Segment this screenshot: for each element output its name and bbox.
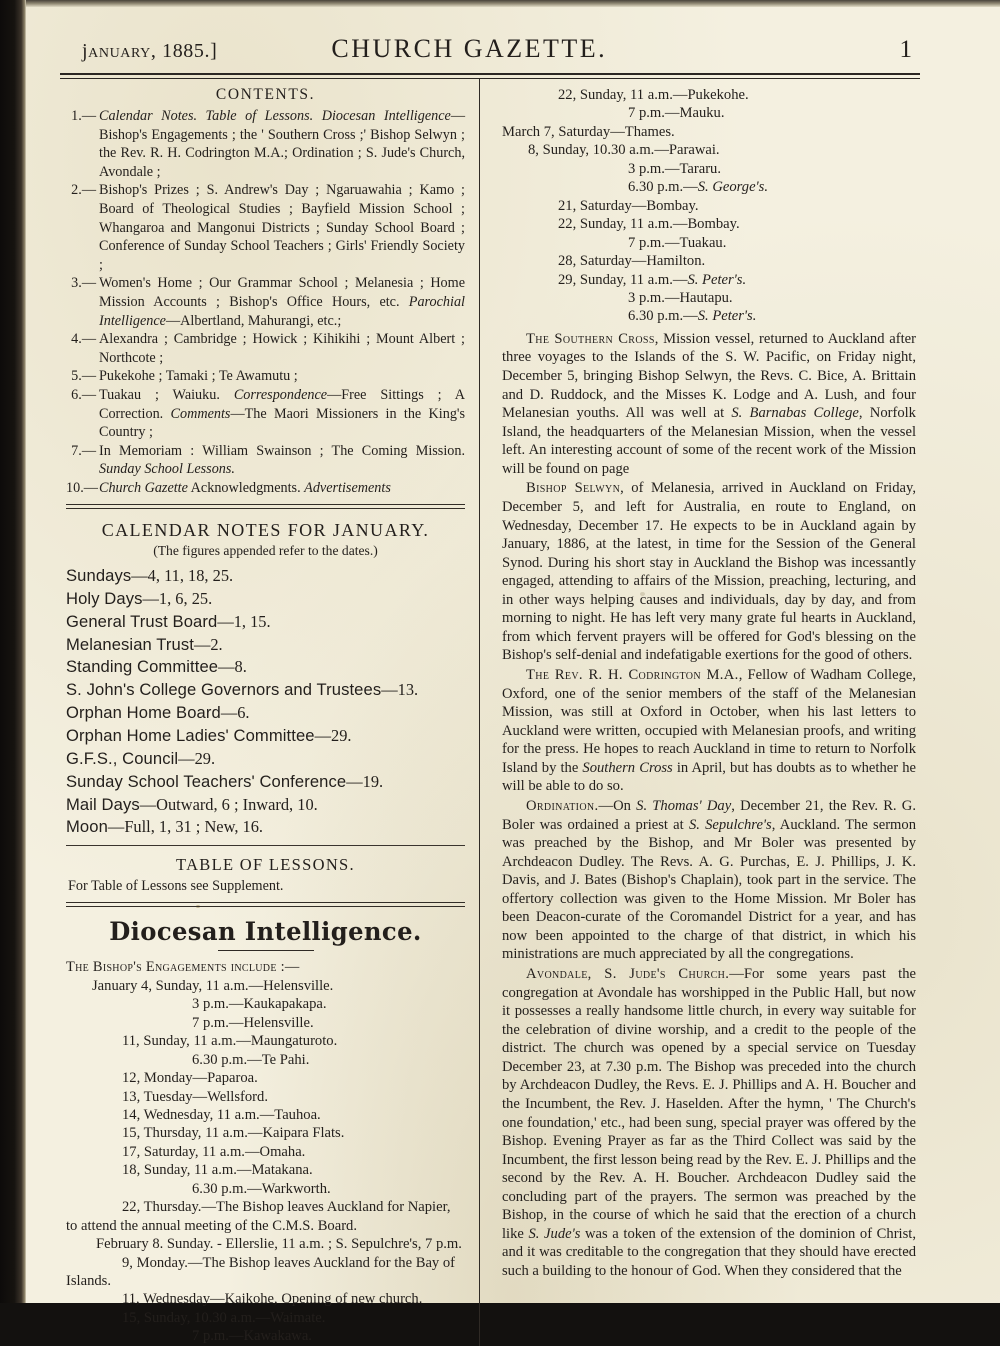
engagement-entry: 28, Saturday—Hamilton. [558,253,706,270]
engagement-entry: 11, Sunday, 11 a.m.—Maungaturoto. [122,1033,338,1050]
calendar-note-dates: —13. [381,680,419,700]
calendar-note-label: S. John's College Governors and Trustees [66,680,382,700]
engagement-entry: 8, Sunday, 10.30 a.m.—Parawai. [528,142,720,159]
engagement-entry: 14, Wednesday, 11 a.m.—Tauhoa. [122,1106,321,1123]
article-paragraph: The Rev. R. H. Codrington M.A., Fellow of Wadham College, Oxford, one of the senior members of the staff of the Melanesian Mission, was still at Oxford in October, when his last letters to Auckland were written, occupied with Melanesian proofs, and writing for the press. He hopes to reach Auckland in time to return to Norfolk Island by the Southern Cross in April, but has doubts as to whether he will be able to do so. [502,667,916,795]
contents-item [66,330,465,367]
calendar-note-dates: —2. [193,634,223,654]
contents-divider-rule [66,504,465,509]
contents-item-text: Bishop's Prizes ; S. Andrew's Day ; Ngaruawahia ; Kamo ; Board of Theological Studies ; Bayfield Mission School ; Whangaroa and Mangonui Districts ; Sunday School Board ; Conference of Sunday School Teachers ; Girls' Friendly Society ; [99,182,465,273]
article-paragraph: Avondale, S. Jude's Church.—For some years past the congregation at Avondale has worshipped in the Public Hall, but now it possesses a really handsome little church, in every way suitable for the celebration of divine worship, and a credit to the people of the district. The church was opened by a special service on Tuesday December 23, at 7.30 p.m. The Bishop was preceded into the church by Archdeacon Dudley, the Revs. E. J. Phillips and A. H. Boucher and the Incumbent, the Rev. J. Haselden. After the hymn, ' The Church's one foundation,' etc., had been sung, special prayer was offered by the Bishop. Evening Prayer as far as the Third Collect was said by the Incumbent, the first lesson being read by the Rev. E. J. Phillips and the second by the Rev. A. H. Boucher. Archdeacon Dudley said the concluding part of the prayers. The sermon was preached by the Bishop, in the course of which he said that the erection of a church like S. Jude's was a token of the extension of the dominion of Christ, and it was creditable to the congregation that they should have erected such a building to the honour of God. When they considered that the [502,966,916,1280]
engagement-entry: 9, Monday.—The Bishop leaves Auckland for the Bay of Islands. [66,1254,456,1290]
calendar-note-dates: —1, 6, 25. [142,588,213,608]
calendar-note-label: Melanesian Trust [66,634,194,654]
engagement-entry: 6.30 p.m.—Te Pahi. [192,1051,310,1068]
calendar-note-label: Orphan Home Ladies' Committee [66,725,315,745]
contents-item-number: 7.— [71,442,96,459]
calendar-note-label: Orphan Home Board [66,703,221,723]
masthead-title: CHURCH GAZETTE. [331,34,608,63]
contents-item-text: In Memoriam : William Swainson ; The Coming Mission. Sunday School Lessons. [99,442,465,478]
calendar-note-label: G.F.S., Council [66,748,179,768]
scan-edge-left [0,0,26,1303]
article-paragraph: The Southern Cross, Mission vessel, returned to Auckland after three voyages to the Islands of the S. W. Pacific, on Friday night, December 5, bringing Bishop Selwyn, the Revs. C. Bice, A. Brittain and D. Ruddock, and the Misses K. Lodge and A. Lush, and four Melanesian youths. All was well at S. Barnabas College, Norfolk Island, the headquarters of the Melanesian Mission, when the vessel left. An interesting account of some of the recent work of the Mission will be found on page [502,330,916,477]
contents-item [66,386,465,442]
engagement-entry: 22, Thursday.—The Bishop leaves Auckland for Napier, to attend the annual meeting of the C.M.S. Board. [66,1199,451,1234]
contents-item-number: 4.— [71,331,96,348]
engagements-list-right [502,86,916,326]
calendar-notes-subtitle: (The figures appended refer to the dates.) [153,542,378,558]
calendar-note-entry [66,793,465,816]
engagement-entry: 29, Sunday, 11 a.m.—S. Peter's. [558,271,747,288]
calendar-note-entry [66,815,465,838]
engagement-entry: 22, Sunday, 11 a.m.—Bombay. [558,216,740,233]
engagements-list-left [66,977,465,1346]
diocesan-intelligence-heading: Diocesan Intelligence. [109,916,422,946]
calendar-note-entry [66,724,465,747]
engagement-entry: 21, Saturday—Bombay. [558,197,699,214]
calendar-note-dates: —29. [178,748,216,768]
contents-item-text: Calendar Notes. Table of Lessons. Diocesan Intelligence—Bishop's Engagements ; the ' Southern Cross ;' Bishop Selwyn ; the Rev. R. H. Codrington M.A.; Ordination ; S. Jude's Church, Avondale ; [99,108,465,180]
left-column [60,79,479,1346]
right-column [479,79,920,1346]
calendar-note-entry [66,747,465,770]
engagement-entry: 3 p.m.—Tararu. [628,160,721,177]
calendar-note-entry [66,633,465,656]
calendar-note-entry [66,770,465,793]
calendar-note-label: Sunday School Teachers' Conference [66,771,347,791]
contents-heading: CONTENTS. [215,86,316,103]
article-paragraph: Bishop Selwyn, of Melanesia, arrived in Auckland on Friday, December 5, and left for Australia, en route to England, on Wednesday, December 17. He expects to be in Auckland again by January, 1886, at the latest, in time for the Session of the General Synod. During his short stay in Auckland the Bishop was incessantly engaged, attending to affairs of the Mission, preaching, lecturing, and in other ways helping causes and individuals, day by day, and from morning to night. He has left very many grate ful hearts in Auckland, from which fervent prayers will be offered for God's blessing on the Bishop's self-denial and indefatigable exertions for the good of others. [502,480,916,664]
engagement-entry: March 7, Saturday—Thames. [502,123,675,140]
calendar-note-dates: —Outward, 6 ; Inward, 10. [139,794,318,814]
calendar-note-dates: —1, 15. [217,611,271,631]
contents-item-number: 5.— [71,368,96,385]
masthead-date: january, 1885.] [82,40,218,62]
calendar-note-label: General Trust Board [66,611,218,631]
table-of-lessons-title: TABLE OF LESSONS. [176,855,355,875]
calendar-note-entry [66,564,465,587]
contents-item [66,181,465,274]
calendar-note-entry [66,610,465,633]
calendar-notes-list [66,564,465,838]
engagement-entry: 6.30 p.m.—S. Peter's. [628,308,757,325]
engagement-entry: 15, Thursday, 11 a.m.—Kaipara Flats. [122,1125,345,1142]
engagement-entry: 6.30 p.m.—Warkworth. [192,1180,331,1197]
calendar-note-dates: —29. [314,725,352,745]
calendar-note-dates: —Full, 1, 31 ; New, 16. [107,817,264,837]
engagement-entry: 18, Sunday, 11 a.m.—Matakana. [122,1162,313,1179]
engagement-entry: 7 p.m.—Tuakau. [628,234,727,251]
diocesan-divider-rule [66,902,465,907]
contents-item-text: Church Gazette Acknowledgments. Advertisements [99,479,391,496]
calendar-note-entry [66,587,465,610]
engagement-entry: 22, Sunday, 11 a.m.—Pukekohe. [558,87,749,103]
contents-item-number: 1.— [71,108,96,124]
page-content [60,34,920,1346]
contents-item-number: 3.— [71,275,96,292]
calendar-note-dates: —4, 11, 18, 25. [131,565,234,585]
contents-item-number: 2.— [71,182,96,199]
calendar-note-entry [66,701,465,724]
calendar-note-label: Moon [66,817,108,837]
calendar-note-label: Mail Days [66,794,140,814]
contents-item-number: 10.— [66,479,98,496]
contents-item-number: 6.— [71,386,96,403]
calendar-note-dates: —6. [220,703,250,723]
column-container [60,79,920,1346]
calendar-divider-rule [66,845,465,846]
calendar-notes-title: CALENDAR NOTES FOR JANUARY. [101,519,430,540]
contents-item [66,367,465,386]
contents-item [66,479,465,498]
engagement-entry: 13, Tuesday—Wellsford. [122,1088,268,1105]
masthead [60,34,920,64]
calendar-note-label: Sundays [66,565,132,585]
contents-item-text: Tuakau ; Waiuku. Correspondence—Free Sittings ; A Correction. Comments—The Maori Missioners in the King's Country ; [99,386,465,441]
contents-item-text: Women's Home ; Our Grammar School ; Melanesia ; Home Mission Accounts ; Bishop's Office Hours, etc. Parochial Intelligence—Albertland, Mahurangi, etc.; [99,275,465,329]
page-number: 1 [899,36,912,63]
contents-item [66,442,465,479]
engagement-entry: 7 p.m.—Mauku. [628,105,725,122]
engagement-entry: January 4, Sunday, 11 a.m.—Helensville. [92,977,334,994]
engagement-entry: 3 p.m.—Hautapu. [628,289,733,306]
diocesan-heading-rule [218,950,314,951]
engagement-entry: 15, Sunday, 10.30 a.m.—Waimate. [122,1309,326,1326]
calendar-note-label: Standing Committee [66,657,219,677]
contents-item-text: Alexandra ; Cambridge ; Howick ; Kihikihi ; Mount Albert ; Northcote ; [99,331,465,366]
contents-item [66,274,465,330]
scan-edge-top [26,0,1000,7]
calendar-note-entry [66,655,465,678]
articles-list [502,330,916,1281]
engagement-entry: 12, Monday—Paparoa. [122,1070,258,1087]
calendar-note-entry [66,678,465,701]
contents-item-text: Pukekohe ; Tamaki ; Te Awamutu ; [99,368,298,385]
table-of-lessons-note: For Table of Lessons see Supplement. [68,878,284,895]
engagements-lead: The Bishop's Engagements include :— [66,958,300,975]
calendar-note-dates: —19. [346,771,384,791]
calendar-note-label: Holy Days [66,588,143,608]
engagement-entry: 3 p.m.—Kaukapakapa. [192,996,327,1013]
engagement-entry: 7 p.m.—Helensville. [192,1014,314,1031]
calendar-note-dates: —8. [218,657,247,677]
engagement-entry: 17, Saturday, 11 a.m.—Omaha. [122,1143,306,1160]
engagement-entry: February 8. Sunday. - Ellerslie, 11 a.m. ; S. Sepulchre's, 7 p.m. [96,1236,462,1253]
engagement-entry: 7 p.m.—Kawakawa. [192,1328,312,1345]
article-paragraph: Ordination.—On S. Thomas' Day, December 21, the Rev. R. G. Boler was ordained a priest at S. Sepulchre's, Auckland. The sermon was preached by the Bishop, and Mr Boler was presented by Archdeacon Dudley. The Revs. A. G. Purchas, E. J. Phillips, J. K. Davis, and J. Bates (Bishop's Chaplain), took part in the service. The offertory collection was given to the Home Mission. Mr Boler has been Deacon-curate of the Coromandel District for a year, and has now been appointed to the charge of that district, in which his ministrations are much appreciated by all the congregations. [502,797,916,963]
contents-item [66,107,465,181]
contents-list [66,107,465,497]
engagement-entry: 6.30 p.m.—S. George's. [628,179,769,196]
engagement-entry: 11, Wednesday—Kaikohe, Opening of new church. [122,1291,423,1308]
